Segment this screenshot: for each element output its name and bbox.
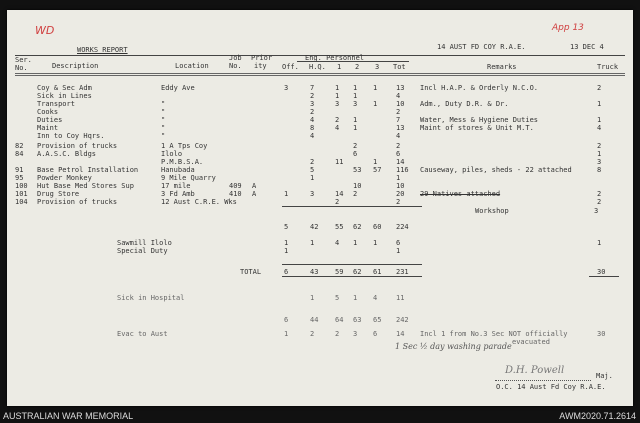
signature: D.H. Powell	[505, 365, 565, 376]
cell-c3: 1	[373, 100, 378, 108]
cell-c1: 2	[335, 330, 340, 338]
cell-c2: 63	[353, 316, 362, 324]
cell-desc: Cooks	[37, 108, 59, 116]
cell-trk: 3	[597, 158, 602, 166]
report-title: WORKS REPORT	[77, 46, 128, 54]
cell-desc: Hut Base Med Stores Sup	[37, 182, 134, 190]
cell-trk: 1	[597, 150, 602, 158]
cell-loc: Hanubada	[161, 166, 195, 174]
cell-c1: 2	[335, 198, 340, 206]
cell-label: TOTAL	[240, 268, 262, 276]
corner-annotation-left: WD	[35, 24, 55, 37]
cell-loc: Eddy Ave	[161, 84, 195, 92]
document-page	[7, 10, 633, 406]
cell-c3: 4	[373, 294, 378, 302]
cell-tot: 11	[396, 294, 405, 302]
workshop-truck: 3	[594, 207, 599, 215]
col-priority-2: ity	[254, 62, 267, 70]
cell-hq: 8	[310, 124, 315, 132]
cell-hq: 44	[310, 316, 319, 324]
cell-off: 6	[284, 316, 289, 324]
col-sec1: 1	[337, 63, 342, 71]
cell-loc: 12 Aust C.R.E. Wks	[161, 198, 237, 206]
header-rule-bottom	[15, 73, 625, 76]
cell-c1: 4	[335, 239, 340, 247]
cell-c2: 3	[353, 100, 358, 108]
cell-pri: A	[252, 182, 257, 190]
cell-tot: 7	[396, 116, 401, 124]
cell-loc: P.M.B.S.A.	[161, 158, 204, 166]
cell-c2: 10	[353, 182, 362, 190]
col-remarks: Remarks	[487, 63, 517, 71]
eng-subheader-rule	[297, 61, 409, 62]
cell-trk: 1	[597, 116, 602, 124]
cell-tot: 14	[396, 330, 405, 338]
handwritten-note: 1 Sec ½ day washing parade	[395, 342, 512, 351]
workshop-label: Workshop	[475, 207, 509, 215]
col-truck: Truck	[597, 63, 619, 71]
cell-c2: 2	[353, 142, 358, 150]
cell-desc: A.A.S.C. Bldgs	[37, 150, 97, 158]
cell-c1: 64	[335, 316, 344, 324]
cell-pri: A	[252, 190, 257, 198]
cell-desc: Drug Store	[37, 190, 80, 198]
cell-ser: 95	[15, 174, 24, 182]
col-description: Description	[52, 62, 99, 70]
unit-name: 14 AUST FD COY R.A.E.	[437, 43, 526, 51]
cell-trk: 30	[597, 268, 606, 276]
cell-tot: 231	[396, 268, 409, 276]
cell-c2: 3	[353, 330, 358, 338]
cell-hq: 3	[310, 100, 315, 108]
cell-trk: 8	[597, 166, 602, 174]
col-location: Location	[175, 62, 209, 70]
cell-c2: 1	[353, 84, 358, 92]
cell-hq: 43	[310, 268, 319, 276]
cell-tot: 10	[396, 100, 405, 108]
cell-hq: 2	[310, 330, 315, 338]
cell-desc: Special Duty	[117, 247, 168, 255]
cell-desc: Inn to Coy Hqrs.	[37, 132, 105, 140]
cell-c3: 61	[373, 268, 382, 276]
cell-hq: 4	[310, 132, 315, 140]
cell-job: 409	[229, 182, 242, 190]
cell-tot: 14	[396, 158, 405, 166]
cell-desc: Coy & Sec Adm	[37, 84, 92, 92]
cell-c1: 59	[335, 268, 344, 276]
col-off: Off.	[282, 63, 299, 71]
cell-rem1: Incl 1 from No.3 Sec NOT officially	[420, 330, 568, 338]
cell-trk: 2	[597, 190, 602, 198]
cell-c1: 3	[335, 100, 340, 108]
cell-label: Sick in Hospital	[117, 294, 185, 302]
cell-off: 1	[284, 330, 289, 338]
cell-off: 1	[284, 190, 289, 198]
cell-tot: 13	[396, 124, 405, 132]
cell-off: 1	[284, 247, 289, 255]
cell-hq: 1	[310, 174, 315, 182]
cell-desc: Base Petrol Installation	[37, 166, 139, 174]
report-date: 13 DEC 4	[570, 43, 604, 51]
cell-desc: Transport	[37, 100, 75, 108]
cell-trk: 1	[597, 239, 602, 247]
cell-c2: 2	[353, 190, 358, 198]
cell-hq: 2	[310, 158, 315, 166]
cell-loc: "	[161, 108, 166, 116]
cell-tot: 116	[396, 166, 409, 174]
total-rule-bottom	[282, 276, 422, 277]
cell-c1: 55	[335, 223, 344, 231]
cell-tot: 1	[396, 174, 401, 182]
cell-tot: 4	[396, 92, 401, 100]
cell-c3: 1	[373, 84, 378, 92]
cell-hq: 2	[310, 108, 315, 116]
cell-tot: 1	[396, 247, 401, 255]
cell-hq: 7	[310, 84, 315, 92]
cell-ser: 104	[15, 198, 28, 206]
cell-hq: 42	[310, 223, 319, 231]
cell-hq: 3	[310, 190, 315, 198]
cell-c2: 1	[353, 294, 358, 302]
signatory-rank: Maj.	[596, 372, 613, 380]
cell-off: 1	[284, 239, 289, 247]
cell-desc: Duties	[37, 116, 63, 124]
cell-c1: 4	[335, 124, 340, 132]
cell-c1: 1	[335, 84, 340, 92]
cell-desc: Provision of trucks	[37, 142, 118, 150]
cell-c3: 1	[373, 158, 378, 166]
cell-desc: Sawmill Ilolo	[117, 239, 172, 247]
cell-hq: 1	[310, 239, 315, 247]
cell-tot: 224	[396, 223, 409, 231]
cell-c2: 62	[353, 268, 362, 276]
cell-off: 5	[284, 223, 289, 231]
footer-accession: AWM2020.71.2614	[559, 411, 636, 421]
signatory-title: O.C. 14 Aust Fd Coy R.A.E.	[496, 383, 606, 391]
cell-trk: 4	[597, 124, 602, 132]
cell-c1: 1	[335, 92, 340, 100]
cell-tot: 10	[396, 182, 405, 190]
cell-trk: 1	[597, 100, 602, 108]
cell-trk: 30	[597, 330, 606, 338]
cell-hq: 1	[310, 294, 315, 302]
col-job-no: No.	[229, 62, 242, 70]
cell-tot: 6	[396, 150, 401, 158]
col-tot: Tot	[393, 63, 406, 71]
cell-job: 410	[229, 190, 242, 198]
corner-annotation-right: App 13	[552, 23, 584, 33]
col-hq: H.Q.	[309, 63, 326, 71]
cell-label: Evac to Aust	[117, 330, 168, 338]
cell-tot: 2	[396, 108, 401, 116]
col-sec3: 3	[375, 63, 380, 71]
cell-loc: "	[161, 124, 166, 132]
cell-trk: 2	[597, 142, 602, 150]
truck-total-rule	[589, 276, 619, 277]
cell-desc: Provision of trucks	[37, 198, 118, 206]
cell-rem: Causeway, piles, sheds - 22 attached	[420, 166, 572, 174]
cell-rem: Maint of stores & Unit M.T.	[420, 124, 534, 132]
cell-ser: 84	[15, 150, 24, 158]
cell-tot: 13	[396, 84, 405, 92]
subtotal-rule	[282, 206, 422, 207]
cell-c2: 1	[353, 124, 358, 132]
cell-tot: 20	[396, 190, 405, 198]
col-job: Job	[229, 54, 242, 62]
cell-loc: 1 A Tps Coy	[161, 142, 208, 150]
cell-c3: 65	[373, 316, 382, 324]
cell-off: 3	[284, 84, 289, 92]
cell-tot: 6	[396, 239, 401, 247]
cell-desc: Sick in Lines	[37, 92, 92, 100]
cell-c2: 1	[353, 116, 358, 124]
col-eng-personnel: Eng. Personnel	[305, 54, 365, 62]
cell-tot: 2	[396, 142, 401, 150]
cell-c2: 6	[353, 150, 358, 158]
cell-ser: 91	[15, 166, 24, 174]
cell-off: 6	[284, 268, 289, 276]
col-ser-no: No.	[15, 64, 28, 72]
cell-tot: 4	[396, 132, 401, 140]
signature-line	[495, 380, 591, 381]
cell-loc: "	[161, 116, 166, 124]
cell-c1: 5	[335, 294, 340, 302]
cell-rem2: evacuated	[512, 338, 550, 346]
cell-c2: 53	[353, 166, 362, 174]
col-priority: Prior	[251, 54, 273, 62]
cell-c1: 11	[335, 158, 344, 166]
cell-hq: 2	[310, 92, 315, 100]
cell-trk: 2	[597, 198, 602, 206]
cell-rem: Water, Mess & Hygiene Duties	[420, 116, 539, 124]
cell-rem: 29 Natives attached	[420, 190, 501, 198]
cell-hq: 4	[310, 116, 315, 124]
cell-c1: 2	[335, 116, 340, 124]
cell-desc: Powder Monkey	[37, 174, 92, 182]
col-sec2: 2	[355, 63, 360, 71]
cell-trk: 2	[597, 84, 602, 92]
cell-ser: 100	[15, 182, 28, 190]
cell-c3: 1	[373, 239, 378, 247]
cell-c3: 6	[373, 330, 378, 338]
total-rule-top	[282, 264, 422, 265]
cell-rem: Incl H.A.P. & Orderly N.C.O.	[420, 84, 539, 92]
cell-desc: Maint	[37, 124, 59, 132]
cell-c1: 14	[335, 190, 344, 198]
cell-c3: 57	[373, 166, 382, 174]
cell-ser: 101	[15, 190, 28, 198]
cell-loc: 17 mile	[161, 182, 191, 190]
cell-loc: "	[161, 132, 166, 140]
footer-institution: AUSTRALIAN WAR MEMORIAL	[3, 411, 134, 421]
cell-ser: 82	[15, 142, 24, 150]
cell-rem: Adm., Duty D.R. & Dr.	[420, 100, 509, 108]
cell-c2: 62	[353, 223, 362, 231]
cell-c2: 1	[353, 239, 358, 247]
cell-loc: "	[161, 100, 166, 108]
cell-c2: 1	[353, 92, 358, 100]
cell-tot: 2	[396, 198, 401, 206]
cell-hq: 5	[310, 166, 315, 174]
col-ser: Ser.	[15, 56, 32, 64]
cell-tot: 242	[396, 316, 409, 324]
cell-loc: Ilolo	[161, 150, 183, 158]
cell-c3: 60	[373, 223, 382, 231]
cell-loc: 3 Fd Amb	[161, 190, 195, 198]
cell-loc: 9 Mile Quarry	[161, 174, 216, 182]
